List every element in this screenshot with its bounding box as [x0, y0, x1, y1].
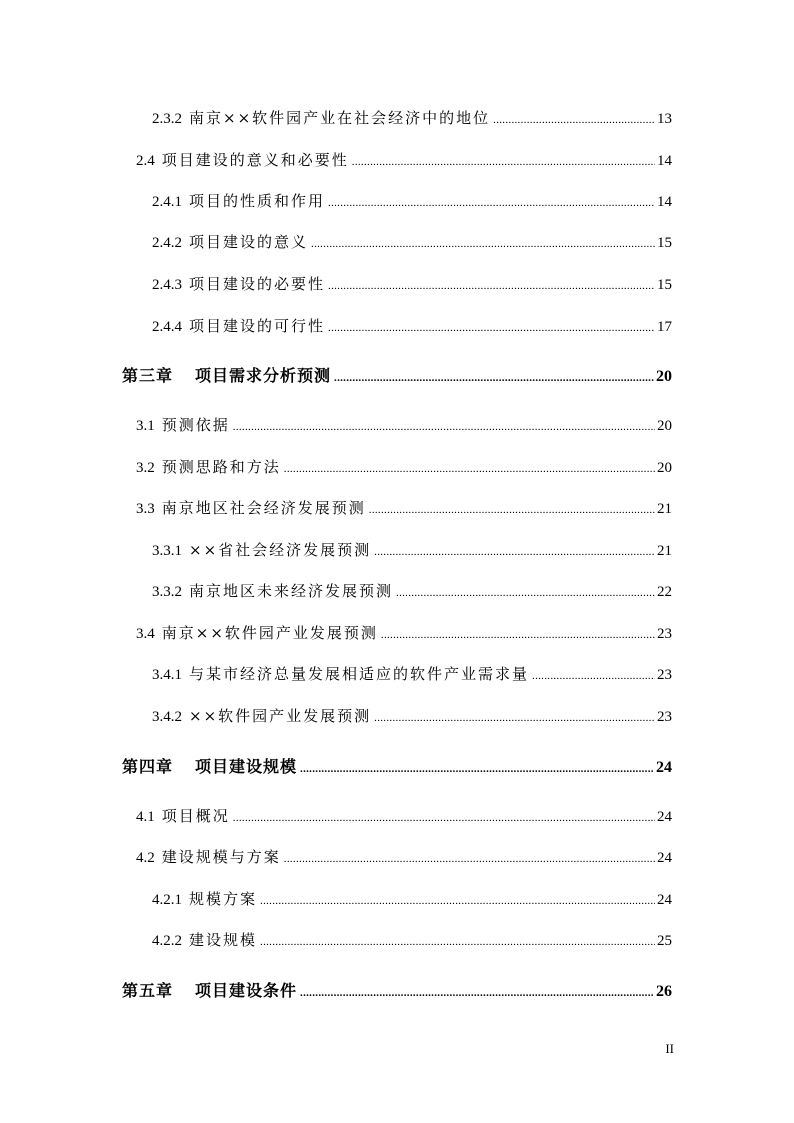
toc-chapter-page: 24 [656, 759, 672, 776]
toc-leader-dots [284, 848, 655, 870]
toc-entry-4-2[interactable] [136, 846, 672, 870]
toc-chapter-number: 第五章 [122, 983, 174, 1000]
toc-entry-page: 15 [657, 277, 672, 293]
toc-leader-dots [374, 541, 655, 563]
toc-leader-dots [374, 707, 655, 729]
toc-leader-dots [352, 151, 655, 173]
toc-entry-title: 建设规模与方案 [161, 848, 281, 866]
toc-leader-dots [284, 458, 655, 480]
toc-entry-page: 14 [657, 194, 672, 210]
toc-chapter-title: 项目建设条件 [195, 981, 298, 1000]
toc-entry-number: 2.3.2 [152, 111, 182, 127]
toc-leader-dots [328, 275, 655, 297]
toc-leader-dots [493, 109, 655, 131]
toc-chapter-number: 第四章 [122, 759, 174, 776]
toc-leader-dots [260, 931, 655, 953]
toc-entry-3-4-2[interactable] [152, 705, 672, 729]
toc-entry-title: 项目建设的可行性 [189, 317, 326, 335]
toc-chapter-title: 项目建设规模 [195, 757, 298, 776]
toc-entry-number: 4.1 [136, 809, 155, 825]
toc-entry-title: 项目的性质和作用 [189, 192, 326, 210]
toc-entry-2-4-4[interactable] [152, 315, 672, 339]
toc-entry-number: 3.4.1 [152, 667, 182, 683]
toc-entry-page: 20 [657, 460, 672, 476]
toc-entry-page: 24 [657, 809, 672, 825]
toc-entry-3-2[interactable] [136, 456, 672, 480]
toc-entry-number: 3.4.2 [152, 709, 182, 725]
toc-entry-2-4-2[interactable] [152, 231, 672, 255]
toc-leader-dots [532, 665, 655, 687]
toc-chapter-page: 20 [656, 368, 672, 385]
toc-entry-page: 23 [657, 709, 672, 725]
toc-entry-number: 3.3.1 [152, 543, 182, 559]
toc-leader-dots [300, 982, 654, 1004]
toc-leader-dots [260, 890, 655, 912]
toc-entry-page: 23 [657, 626, 672, 642]
toc-entry-number: 3.2 [136, 460, 155, 476]
toc-entry-2-3-2[interactable] [152, 107, 672, 131]
toc-leader-dots [369, 499, 655, 521]
toc-leader-dots [300, 758, 654, 780]
toc-entry-title: 规模方案 [189, 890, 258, 908]
toc-entry-number: 2.4.1 [152, 194, 182, 210]
toc-entry-title: 项目概况 [161, 807, 230, 825]
toc-entry-number: 2.4 [136, 153, 155, 169]
toc-leader-dots [233, 807, 655, 829]
toc-entry-page: 25 [657, 933, 672, 949]
toc-entry-title: 与某市经济总量发展相适应的软件产业需求量 [189, 665, 530, 683]
toc-entry-number: 2.4.4 [152, 319, 182, 335]
toc-leader-dots [381, 624, 655, 646]
toc-entry-2-4-1[interactable] [152, 190, 672, 214]
toc-entry-number: 3.3 [136, 501, 155, 517]
toc-chapter-3[interactable] [122, 365, 672, 389]
toc-chapter-page: 26 [656, 983, 672, 1000]
toc-entry-number: 3.3.2 [152, 584, 182, 600]
toc-entry-4-2-1[interactable] [152, 888, 672, 912]
toc-entry-3-1[interactable] [136, 414, 672, 438]
toc-entry-number: 4.2.1 [152, 892, 182, 908]
toc-entry-page: 24 [657, 850, 672, 866]
toc-chapter-4[interactable] [122, 756, 672, 780]
toc-entry-title: 南京地区社会经济发展预测 [161, 499, 366, 517]
toc-entry-page: 17 [657, 319, 672, 335]
toc-entry-3-4-1[interactable] [152, 663, 672, 687]
toc-entry-page: 23 [657, 667, 672, 683]
toc-entry-page: 14 [657, 153, 672, 169]
toc-entry-page: 21 [657, 543, 672, 559]
toc-entry-title: 项目建设的意义和必要性 [161, 151, 349, 169]
toc-chapter-5[interactable] [122, 980, 672, 1004]
toc-entry-title: 南京地区未来经济发展预测 [189, 582, 394, 600]
toc-entry-page: 24 [657, 892, 672, 908]
toc-entry-title: ××软件园产业发展预测 [189, 707, 372, 725]
toc-chapter-number: 第三章 [122, 368, 174, 385]
toc-entry-4-1[interactable] [136, 805, 672, 829]
toc-entry-title: 项目建设的必要性 [189, 275, 326, 293]
toc-entry-3-3-1[interactable] [152, 539, 672, 563]
toc-entry-title: ××省社会经济发展预测 [189, 541, 372, 559]
toc-entry-number: 2.4.2 [152, 235, 182, 251]
toc-entry-number: 2.4.3 [152, 277, 182, 293]
toc-leader-dots [328, 317, 655, 339]
toc-entry-page: 20 [657, 418, 672, 434]
toc-entry-title: 项目建设的意义 [189, 233, 309, 251]
toc-leader-dots [233, 416, 655, 438]
toc-entry-title: 预测依据 [161, 416, 230, 434]
toc-entry-2-4-3[interactable] [152, 273, 672, 297]
toc-entry-title: 南京××软件园产业在社会经济中的地位 [189, 109, 491, 127]
toc-leader-dots [334, 367, 654, 389]
toc-entry-title: 建设规模 [189, 931, 258, 949]
toc-entry-number: 3.4 [136, 626, 155, 642]
toc-entry-number: 3.1 [136, 418, 155, 434]
toc-entry-number: 4.2 [136, 850, 155, 866]
toc-entry-page: 15 [657, 235, 672, 251]
toc-entry-number: 4.2.2 [152, 933, 182, 949]
toc-entry-2-4[interactable] [136, 149, 672, 173]
toc-entry-page: 21 [657, 501, 672, 517]
toc-entry-page: 13 [657, 111, 672, 127]
toc-leader-dots [328, 192, 655, 214]
toc-leader-dots [311, 233, 655, 255]
toc-entry-page: 22 [657, 584, 672, 600]
toc-leader-dots [396, 582, 655, 604]
toc-entry-3-3-2[interactable] [152, 580, 672, 604]
toc-entry-title: 预测思路和方法 [161, 458, 281, 476]
toc-entry-3-3[interactable] [136, 497, 672, 521]
toc-entry-4-2-2[interactable] [152, 929, 672, 953]
toc-entry-3-4[interactable] [136, 622, 672, 646]
toc-chapter-title: 项目需求分析预测 [195, 366, 332, 385]
page-number: II [665, 1041, 674, 1056]
toc-entry-title: 南京××软件园产业发展预测 [161, 624, 378, 642]
